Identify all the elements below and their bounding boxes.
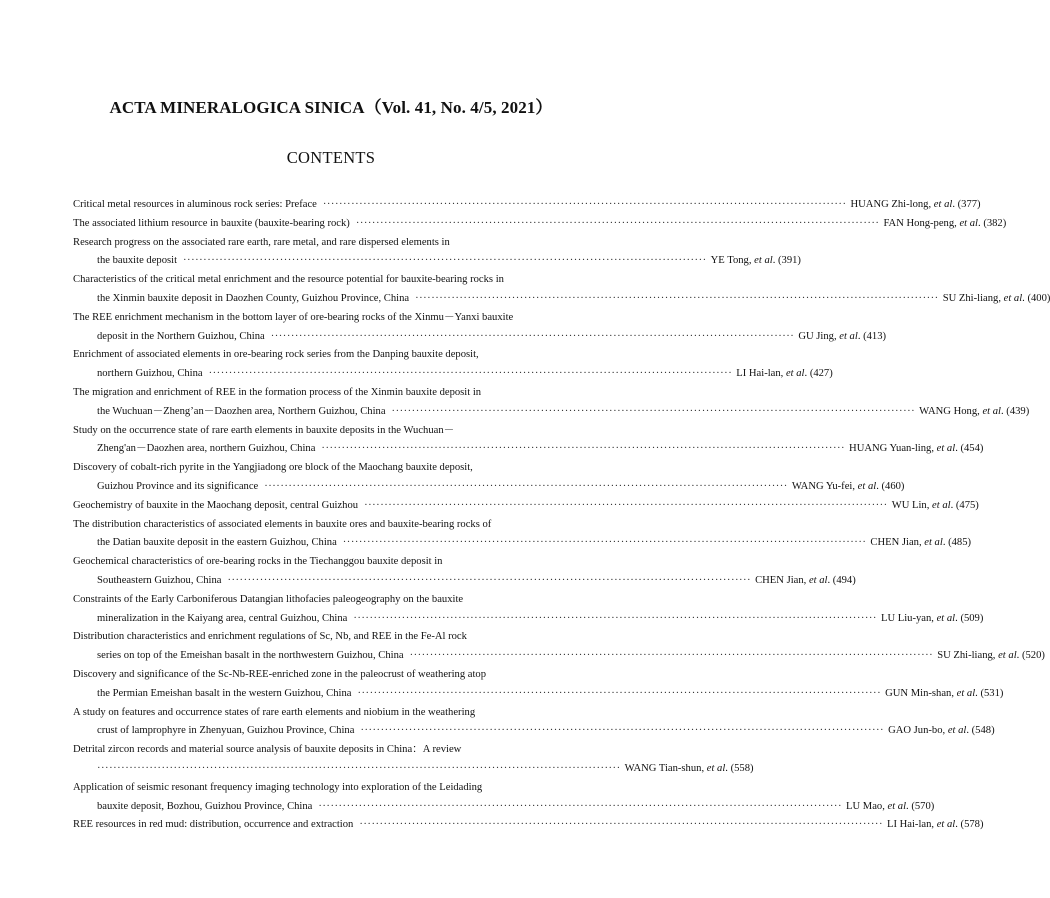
page-number: . (494) xyxy=(827,574,856,586)
page-number: . (578) xyxy=(955,819,984,831)
leader-dots: ·································································································································· xyxy=(270,330,795,342)
author-name: GU Jing, xyxy=(798,330,837,342)
entry-title: REE resources in red mud: distribution, occurrence and extraction xyxy=(73,819,354,831)
toc-entry-line xyxy=(73,704,587,723)
entry-title: The migration and enrichment of REE in the formation process of the Xinmin bauxite deposit in xyxy=(73,386,482,398)
et-al: et al xyxy=(754,255,773,267)
entry-title: Critical metal resources in aluminous rock series: Preface xyxy=(73,199,317,210)
page-number: . (427) xyxy=(804,368,833,380)
toc-entry xyxy=(73,497,979,516)
page-number: . (377) xyxy=(952,199,981,210)
leader-dots: ·································································································································· xyxy=(342,537,867,549)
entry-title: series on top of the Emeishan basalt in the northwestern Guizhou, China xyxy=(97,650,404,662)
et-al: et al xyxy=(936,612,956,624)
entry-title: bauxite deposit, Bozhou, Guizhou Province, China xyxy=(97,800,313,812)
author-name: HUANG Yuan-ling, xyxy=(849,443,934,455)
et-al: et al xyxy=(887,800,907,812)
toc-entry xyxy=(73,478,905,497)
entry-title: Zheng'an－Daozhen area, northern Guizhou, China xyxy=(97,443,316,455)
toc-entry xyxy=(73,760,754,779)
page-number: . (558) xyxy=(725,762,754,774)
page-number: . (485) xyxy=(942,537,972,549)
leader-dots: ·································································································································· xyxy=(208,368,733,380)
toc-entry xyxy=(73,196,981,215)
leader-dots: ·································································································································· xyxy=(415,292,939,304)
entry-author xyxy=(846,798,934,817)
leader-dots: ·································································································································· xyxy=(227,574,752,586)
toc-entry xyxy=(73,290,1050,309)
leader-dots: ·································································································································· xyxy=(359,819,883,831)
leader-dots: ·································································································································· xyxy=(364,499,888,511)
author-name: LI Hai-lan, xyxy=(886,819,935,831)
entry-author xyxy=(625,760,754,779)
toc-entry-line xyxy=(73,309,587,328)
entry-title: northern Guizhou, China xyxy=(97,368,203,380)
toc-entry xyxy=(73,798,935,817)
et-al: et al xyxy=(924,537,943,549)
entry-title: crust of lamprophyre in Zhenyuan, Guizhou Province, China xyxy=(97,725,355,737)
toc-entry-line xyxy=(73,234,587,253)
toc-entry xyxy=(73,610,984,629)
author-name: WANG Tian-shun, xyxy=(624,762,705,774)
page-number: . (475) xyxy=(950,499,979,511)
leader-dots: ·································································································································· xyxy=(391,405,916,417)
et-al: et al xyxy=(956,687,976,699)
entry-title: Detrital zircon records and material source analysis of bauxite deposits in China：A review xyxy=(73,744,462,756)
toc-entry-line xyxy=(73,779,587,798)
journal-title: ACTA MINERALOGICA SINICA（Vol. 41, No. 4/5, 2021） xyxy=(109,98,553,117)
entry-author xyxy=(943,290,1050,309)
toc-entry xyxy=(73,534,972,553)
entry-title: The associated lithium resource in bauxite (bauxite-bearing rock) xyxy=(73,217,350,229)
toc-entry-line xyxy=(73,346,587,365)
page-number: . (439) xyxy=(1001,405,1030,417)
leader-dots: ·································································································································· xyxy=(321,443,846,455)
author-name: LI Hai-lan, xyxy=(736,368,784,380)
page-number: . (413) xyxy=(857,330,887,342)
author-name: LU Liu-yan, xyxy=(880,612,934,624)
entry-author xyxy=(919,403,1029,422)
entry-author xyxy=(887,816,984,835)
et-al: et al xyxy=(932,499,951,511)
entry-title: Discovery and significance of the Sc-Nb-REE-enriched zone in the paleocrust of weathering atop xyxy=(73,668,487,680)
entry-title: Distribution characteristics and enrichment regulations of Sc, Nb, and REE in the Fe-Al rock xyxy=(73,631,467,643)
page-number: . (391) xyxy=(772,255,801,267)
entry-title: the bauxite deposit xyxy=(97,255,178,267)
leader-dots: ·································································································································· xyxy=(183,255,707,267)
leader-dots: ·································································································································· xyxy=(264,480,788,492)
author-name: WU Lin, xyxy=(891,499,930,511)
entry-title: The distribution characteristics of associated elements in bauxite ores and bauxite-bearing rocks of xyxy=(73,518,492,530)
entry-author xyxy=(755,572,856,591)
toc-entry xyxy=(73,647,1045,666)
page-number: . (509) xyxy=(955,612,984,624)
author-name: CHEN Jian, xyxy=(755,574,807,586)
et-al: et al xyxy=(998,650,1017,662)
entry-title: A study on features and occurrence states of rare earth elements and niobium in the weathering xyxy=(73,706,476,718)
toc-entry-line xyxy=(73,591,587,610)
author-name: WANG Yu-fei, xyxy=(791,480,855,492)
et-al: et al xyxy=(936,443,956,455)
entry-author xyxy=(736,365,833,384)
et-al: et al xyxy=(933,199,953,210)
page-number: . (548) xyxy=(966,725,995,737)
entry-author xyxy=(711,252,801,271)
entry-title: Discovery of cobalt-rich pyrite in the Yangjiadong ore block of the Maochang bauxite deposit, xyxy=(73,462,473,474)
et-al: et al xyxy=(959,217,979,229)
entry-title: the Datian bauxite deposit in the eastern Guizhou, China xyxy=(97,537,337,549)
et-al: et al xyxy=(839,330,858,342)
toc-entry xyxy=(73,685,1004,704)
entry-author xyxy=(892,497,979,516)
leader-dots: ·································································································································· xyxy=(355,217,880,229)
author-name: FAN Hong-peng, xyxy=(883,217,957,229)
toc-entry-line xyxy=(73,384,587,403)
et-al: et al xyxy=(857,480,877,492)
et-al: et al xyxy=(947,725,967,737)
page-number: . (382) xyxy=(978,217,1007,229)
entry-title: Southeastern Guizhou, China xyxy=(97,574,222,586)
page-number: . (400) xyxy=(1022,292,1050,304)
toc-entry xyxy=(73,252,801,271)
entry-title: mineralization in the Kaiyang area, central Guizhou, China xyxy=(97,612,348,624)
entry-author xyxy=(792,478,905,497)
page-number: . (570) xyxy=(906,800,935,812)
entry-author xyxy=(937,647,1045,666)
entry-author xyxy=(870,534,971,553)
leader-dots: ·································································································································· xyxy=(357,687,882,699)
leader-dots: ·································································································································· xyxy=(322,199,847,210)
et-al: et al xyxy=(706,762,726,774)
entry-title: Study on the occurrence state of rare earth elements in bauxite deposits in the Wuchuan－ xyxy=(73,424,455,436)
leader-dots: ·································································································································· xyxy=(353,612,877,624)
entry-title: Guizhou Province and its significance xyxy=(97,480,259,492)
et-al: et al xyxy=(936,819,956,831)
entry-title: deposit in the Northern Guizhou, China xyxy=(97,330,265,342)
toc-entry xyxy=(73,440,984,459)
entry-author xyxy=(885,685,1003,704)
toc-entry-line xyxy=(73,628,587,647)
page-number: . (454) xyxy=(955,443,984,455)
toc-entry-line xyxy=(73,666,587,685)
et-al: et al xyxy=(1003,292,1023,304)
author-name: SU Zhi-liang, xyxy=(942,292,1001,304)
toc-entry-line xyxy=(73,271,587,290)
et-al: et al xyxy=(808,574,828,586)
toc-entry xyxy=(73,722,995,741)
entry-title: the Permian Emeishan basalt in the western Guizhou, China xyxy=(97,687,352,699)
leader-dots: ·································································································································· xyxy=(409,650,934,662)
leader-dots: ·································································································································· xyxy=(318,800,842,812)
author-name: YE Tong, xyxy=(710,255,752,267)
entry-author xyxy=(883,215,1006,234)
entry-title: Research progress on the associated rare earth, rare metal, and rare dispersed elements in xyxy=(73,236,450,248)
entry-title: The REE enrichment mechanism in the bottom layer of ore-bearing rocks of the Xinmu－Yanxi bauxite xyxy=(73,311,514,323)
toc-entry-line xyxy=(73,553,587,572)
toc-entry xyxy=(73,328,887,347)
entry-title: the Xinmin bauxite deposit in Daozhen County, Guizhou Province, China xyxy=(97,292,410,304)
et-al: et al xyxy=(785,368,805,380)
entry-title: Application of seismic resonant frequency imaging technology into exploration of the Leidading xyxy=(73,781,483,793)
entry-author xyxy=(888,722,995,741)
et-al: et al xyxy=(982,405,1001,417)
author-name: HUANG Zhi-long, xyxy=(850,199,932,210)
entry-title: Enrichment of associated elements in ore-bearing rock series from the Danping bauxite deposit, xyxy=(73,349,479,361)
toc-entry-line xyxy=(73,516,587,535)
author-name: WANG Hong, xyxy=(919,405,980,417)
page-number: . (531) xyxy=(975,687,1004,699)
table-of-contents xyxy=(73,196,1050,835)
entry-title: Geochemical characteristics of ore-bearing rocks in the Tiechanggou bauxite deposit in xyxy=(73,556,443,568)
entry-title: Geochemistry of bauxite in the Maochang deposit, central Guizhou xyxy=(73,499,359,511)
toc-entry xyxy=(73,403,1030,422)
author-name: SU Zhi-liang, xyxy=(937,650,996,662)
entry-author xyxy=(851,196,981,215)
entry-title: Constraints of the Early Carboniferous Datangian lithofacies paleogeography on the bauxite xyxy=(73,593,464,605)
toc-entry xyxy=(73,572,856,591)
toc-entry xyxy=(73,365,833,384)
toc-entry-line xyxy=(73,422,587,441)
contents-heading: CONTENTS xyxy=(286,148,376,167)
toc-entry-line xyxy=(73,459,587,478)
entry-author xyxy=(881,610,983,629)
toc-entry xyxy=(73,816,984,835)
toc-entry-line xyxy=(73,741,587,760)
entry-author xyxy=(849,440,983,459)
author-name: LU Mao, xyxy=(846,800,885,812)
toc-entry xyxy=(73,215,1007,234)
leader-dots: ·································································································································· xyxy=(97,762,621,774)
leader-dots: ·································································································································· xyxy=(360,725,885,737)
author-name: GAO Jun-bo, xyxy=(888,725,946,737)
page-number: . (520) xyxy=(1016,650,1045,662)
author-name: CHEN Jian, xyxy=(870,537,922,549)
entry-title: Characteristics of the critical metal enrichment and the resource potential for bauxite-bearing rocks in xyxy=(73,274,504,286)
page-number: . (460) xyxy=(876,480,905,492)
entry-author xyxy=(798,328,886,347)
entry-title: the Wuchuan－Zheng’an－Daozhen area, Northern Guizhou, China xyxy=(97,405,386,417)
author-name: GUN Min-shan, xyxy=(885,687,954,699)
